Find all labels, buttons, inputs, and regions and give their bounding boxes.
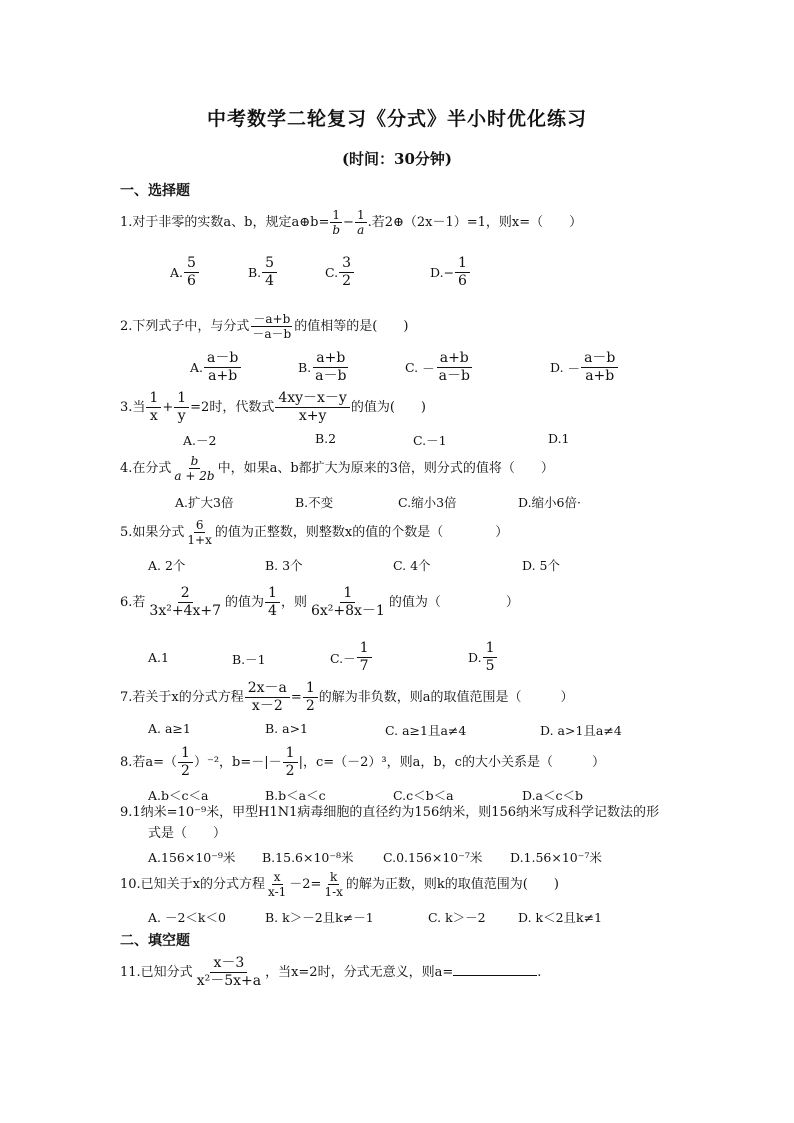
q9-option-d: D.1.56×10⁻⁷米: [510, 850, 602, 865]
question-11: 11.已知分式 $\frac{x-3}{\text{x²－5x+a}}$ ，当x=2时，分式无意义，则a= .: [120, 955, 542, 989]
q7-option-a: A. a≥1: [148, 721, 191, 736]
q5-option-a: A. 2个: [148, 558, 186, 573]
q9-option-c: C.0.156×10⁻⁷米: [383, 850, 483, 865]
page-subtitle: (时间：30分钟): [341, 150, 453, 168]
q8-option-b: B.b＜a＜c: [265, 788, 326, 803]
q10-option-d: D. k＜2且k≠1: [518, 910, 603, 925]
question-7: 7.若关于x的分式方程 $\frac{2x-a}{x-2}$ = $\frac{1}{2}$ 的解为非负数，则a的取值范围是（ ）: [120, 680, 574, 714]
q1-option-d: D. − $\frac{1}{6}$: [430, 255, 471, 290]
q8-option-d: D.a＜c＜b: [522, 788, 584, 803]
q2-option-d: D. － $\frac{a-b}{a+b}$: [550, 350, 619, 385]
q10-option-c: C. k＞－2: [428, 910, 486, 925]
q2-option-b: B. $\frac{a+b}{a-b}$: [298, 350, 347, 384]
answer-blank[interactable]: [453, 963, 537, 976]
q6-option-b: B.－1: [232, 652, 266, 667]
q5-option-d: D. 5个: [522, 558, 560, 573]
q3-option-d: D.1: [548, 431, 570, 446]
q3-option-b: B.2: [315, 431, 337, 446]
q3-option-a: A.－2: [183, 433, 217, 448]
q1-option-c: C. $\frac{3}{2}$: [325, 255, 355, 290]
q3-option-c: C.－1: [413, 433, 447, 448]
question-9-line-2: 式是（ ）: [148, 826, 227, 841]
question-10: 10.已知关于x的分式方程 $\frac{x}{x-1}$ －2= $\frac{k}{1-x}$ 的解为正数，则k的取值范围为( ): [120, 870, 559, 899]
q1-option-b: B. $\frac{5}{4}$: [248, 255, 278, 290]
section-choice: 一、选择题: [120, 183, 190, 199]
q4-option-a: A.扩大3倍: [175, 495, 234, 510]
question-8: 8.若a=（ $\frac{1}{2}$ ）⁻²，b=－|－ $\frac{1}{2}$ |，c=（－2）³，则a，b，c的大小关系是（ ）: [120, 745, 605, 779]
q4-option-d: D.缩小6倍·: [518, 495, 581, 510]
q8-option-c: C.c＜b＜a: [393, 788, 454, 803]
q2-option-a: A. $\frac{a-b}{a+b}$: [190, 350, 242, 385]
q4-option-b: B.不变: [295, 495, 334, 510]
q9-option-a: A.156×10⁻⁹米: [148, 850, 236, 865]
q5-option-c: C. 4个: [393, 558, 431, 573]
question-1: 1.对于非零的实数a、b，规定a⊕b= $\frac{1}{b}$ − $\frac{1}{a}$ .若2⊕（2x－1）=1，则x=（ ）: [120, 208, 583, 237]
q10-option-b: B. k＞－2且k≠－1: [265, 910, 374, 925]
q6-option-d: D. $\frac{1}{5}$: [468, 640, 498, 675]
question-4: 4.在分式 $\frac{b}{a + 2b}$ 中，如果a、b都扩大为原来的3倍，则分式的值将（ ）: [120, 454, 554, 483]
question-9-line-1: 9.1纳米=10⁻⁹米，甲型H1N1病毒细胞的直径约为156纳米，则156纳米写成科学记数法的形: [120, 805, 660, 820]
q8-option-a: A.b＜c＜a: [148, 788, 209, 803]
q4-option-c: C.缩小3倍: [398, 495, 457, 510]
question-5: 5.如果分式 $\frac{6}{1+x}$ 的值为正整数，则整数x的值的个数是（ ）: [120, 518, 509, 547]
question-2: 2.下列式子中，与分式 $\frac{-a+b}{-a-b}$ 的值相等的是( ): [120, 312, 409, 341]
section-fill: 二、填空题: [120, 933, 190, 949]
q7-option-c: C. a≥1且a≠4: [385, 723, 467, 738]
q2-option-c: C. － $\frac{a+b}{a-b}$: [405, 350, 470, 384]
q9-option-b: B.15.6×10⁻⁸米: [262, 850, 354, 865]
q10-option-a: A. －2＜k＜0: [148, 910, 226, 925]
question-3: 3.当 $\frac{1}{x}$ + $\frac{1}{y}$ =2时，代数式 $\frac{4xy-x-y}{x+y}$ 的值为( ): [120, 390, 427, 424]
q1-option-a: A. $\frac{5}{6}$: [170, 255, 200, 290]
q5-option-b: B. 3个: [265, 558, 303, 573]
q6-option-c: C.－ $\frac{1}{7}$: [330, 640, 373, 675]
question-6: 6.若 $\frac{2}{\text{3x²+4x+7}}$ 的值为 $\frac{1}{4}$ ，则 $\frac{1}{\text{6x²+8x－1}}$ 的值为（ ）: [120, 585, 519, 619]
page-title: 中考数学二轮复习《分式》半小时优化练习: [206, 108, 587, 130]
q7-option-d: D. a>1且a≠4: [540, 723, 622, 738]
q6-option-a: A.1: [148, 650, 169, 665]
q7-option-b: B. a>1: [265, 721, 309, 736]
